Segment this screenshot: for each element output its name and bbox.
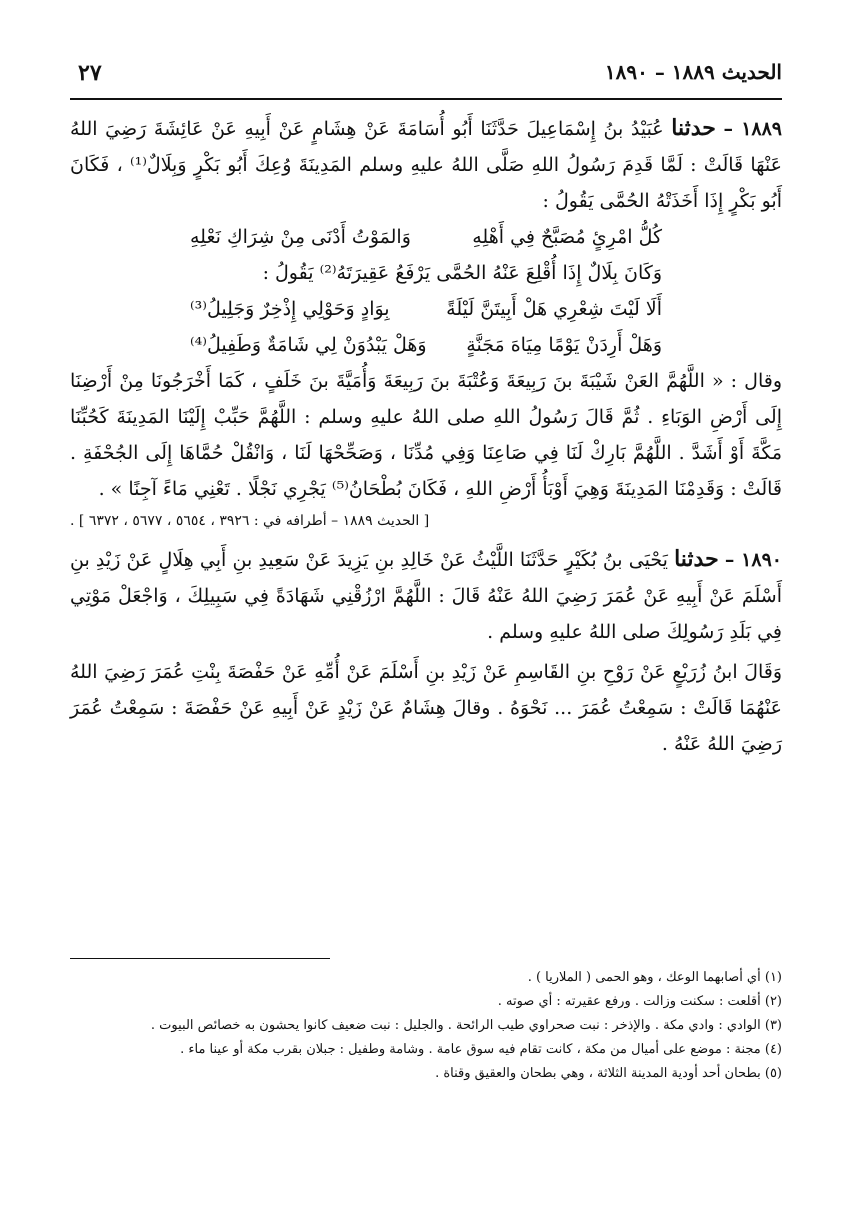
haddatha-word: حدثنا bbox=[674, 546, 719, 572]
hadith-text: عُبَيْدُ بنُ إِسْمَاعِيلَ حَدَّثَنَا أَبُو أُسَامَةَ عَنْ هِشَامٍ عَنْ أَبِيهِ عَنْ عَائِشَةَ رَضِيَ اللهُ عَنْهَا قَالَتْ : لَمَّا قَدِمَ رَسُولُ اللهِ صَلَّى اللهُ عليهِ وسلم المَدِينَةَ وُعِكَ أَبُو بَكْرٍ وَبِلَالٌ⁽¹⁾ ، فَكَانَ أَبُو بَكْرٍ إِذَا أَخَذَتْهُ الحُمَّى يَقُولُ : bbox=[70, 118, 782, 212]
verse-first-hemistich: وَهَلْ أَرِدَنْ يَوْمًا مِيَاهَ مَجَنَّةٍ bbox=[466, 334, 662, 356]
footnote-2: (٢) أقلعت : سكنت وزالت . ورفع عقيرته : أي صوته . bbox=[497, 994, 782, 1009]
verse-second-hemistich: بِوَادٍ وَحَوْلِي إِذْخِرٌ وَجَلِيلُ⁽³⁾ bbox=[190, 298, 390, 320]
hadith-1889-citation: [ الحديث ١٨٨٩ – أطرافه في : ٣٩٢٦ ، ٥٦٥٤ ، ٥٦٧٧ ، ٦٣٧٢ ] . bbox=[70, 513, 430, 529]
hadith-1889 bbox=[70, 110, 782, 219]
verse-1 bbox=[190, 219, 662, 255]
footnote-4: (٤) مجنة : موضع على أميال من مكة ، كانت تقام فيه سوق عامة . وشامة وطفيل : جبلان بقرب مكة أو عينا ماء . bbox=[180, 1042, 782, 1057]
verse-second-hemistich: وَهَلْ يَبْدُوَنْ لِي شَامَةٌ وَطَفِيلُ⁽⁴⁾ bbox=[190, 334, 427, 356]
hadith-1889-continued: وقال : « اللَّهُمَّ العَنْ شَيْبَةَ بنَ رَبِيعَةَ وَعُتْبَةَ بنَ رَبِيعَةَ وَأُمَيَّةَ بنَ خَلَفٍ ، كَمَا أَخْرَجُونَا مِنْ أَرْضِنَا إِلَى أَرْضِ الوَبَاءِ . ثُمَّ قَالَ رَسُولُ اللهِ صلى اللهُ عليهِ وسلم : اللَّهُمَّ حَبِّبْ إِلَيْنَا المَدِينَةَ كَحُبِّنَا مَكَّةَ أَوْ أَشَدَّ . اللَّهُمَّ بَارِكْ لَنَا فِي صَاعِنَا وَفِي مُدِّنَا ، وَصَحِّحْهَا لَنَا ، وَانْقُلْ حُمَّاهَا إِلَى الجُحْفَةِ . قَالَتْ : وَقَدِمْنَا المَدِينَةَ وَهِيَ أَوْبَأُ أَرْضِ اللهِ ، فَكَانَ بُطْحَانُ⁽⁵⁾ يَجْرِي نَجْلًا . تَعْنِي مَاءً آجِنًا » . bbox=[70, 370, 782, 500]
footnote-1: (١) أي أصابهما الوعك ، وهو الحمى ( الملاريا ) . bbox=[527, 970, 782, 985]
hadith-number: ١٨٩٠ – bbox=[724, 549, 782, 571]
footnote-3: (٣) الوادي : وادي مكة . والإذخر : نبت صحراوي طيب الرائحة . والجليل : نبت ضعيف كانوا يحشون به خصائص البيوت . bbox=[150, 1018, 782, 1033]
verse-first-hemistich: كُلُّ امْرِئٍ مُصَبَّحٌ فِي أَهْلِهِ bbox=[472, 226, 662, 248]
hadith-1890-continued: وَقَالَ ابنُ زُرَيْعٍ عَنْ رَوْحِ بنِ القَاسِمِ عَنْ زَيْدِ بنِ أَسْلَمَ عَنْ أُمِّهِ عَنْ حَفْصَةَ بِنْتِ عُمَرَ رَضِيَ اللهُ عَنْهُمَا قَالَتْ : سَمِعْتُ عُمَرَ ... نَحْوَهُ . وقالَ هِشَامٌ عَنْ زَيْدٍ عَنْ أَبِيهِ عَنْ حَفْصَةَ : سَمِعْتُ عُمَرَ رَضِيَ اللهُ عَنْهُ . bbox=[70, 661, 782, 755]
verse-3 bbox=[190, 327, 662, 363]
footnote-divider bbox=[70, 958, 330, 959]
bilal-intro: وَكَانَ بِلَالٌ إِذَا أُقْلِعَ عَنْهُ الحُمَّى يَرْفَعُ عَقِيرَتَهُ⁽²⁾ يَقُولُ : bbox=[262, 262, 662, 284]
header-divider bbox=[70, 98, 782, 100]
verse-second-hemistich: وَالمَوْتُ أَدْنَى مِنْ شِرَاكِ نَعْلِهِ bbox=[190, 226, 411, 248]
verse-2 bbox=[190, 291, 662, 327]
footnote-5: (٥) بطحان أحد أودية المدينة الثلاثة ، وهي بطحان والعقيق وقناة . bbox=[435, 1066, 782, 1081]
hadith-text: يَحْيَى بنُ بُكَيْرٍ حَدَّثَنَا اللَّيْثُ عَنْ خَالِدِ بنِ يَزِيدَ عَنْ سَعِيدِ بنِ أَبِي هِلَالٍ عَنْ زَيْدِ بنِ أَسْلَمَ عَنْ أَبِيهِ عَنْ عُمَرَ رَضِيَ اللهُ عَنْهُ قَالَ : اللَّهُمَّ ارْزُقْنِي شَهَادَةً فِي سَبِيلِكَ ، وَاجْعَلْ مَوْتِي فِي بَلَدِ رَسُولِكَ صلى اللهُ عليهِ وسلم . bbox=[70, 549, 782, 643]
footnotes bbox=[70, 966, 782, 1086]
hadith-1890 bbox=[70, 541, 782, 650]
hadith-number: ١٨٨٩ – bbox=[723, 118, 783, 140]
page-number: ٢٧ bbox=[78, 60, 102, 86]
page-body bbox=[70, 110, 782, 762]
haddatha-word: حدثنا bbox=[671, 115, 716, 141]
page-header bbox=[70, 58, 782, 92]
header-title: الحديث ١٨٨٩ – ١٨٩٠ bbox=[604, 60, 782, 84]
verse-first-hemistich: أَلَا لَيْتَ شِعْرِي هَلْ أَبِيتَنَّ لَيْلَةً bbox=[446, 298, 662, 320]
